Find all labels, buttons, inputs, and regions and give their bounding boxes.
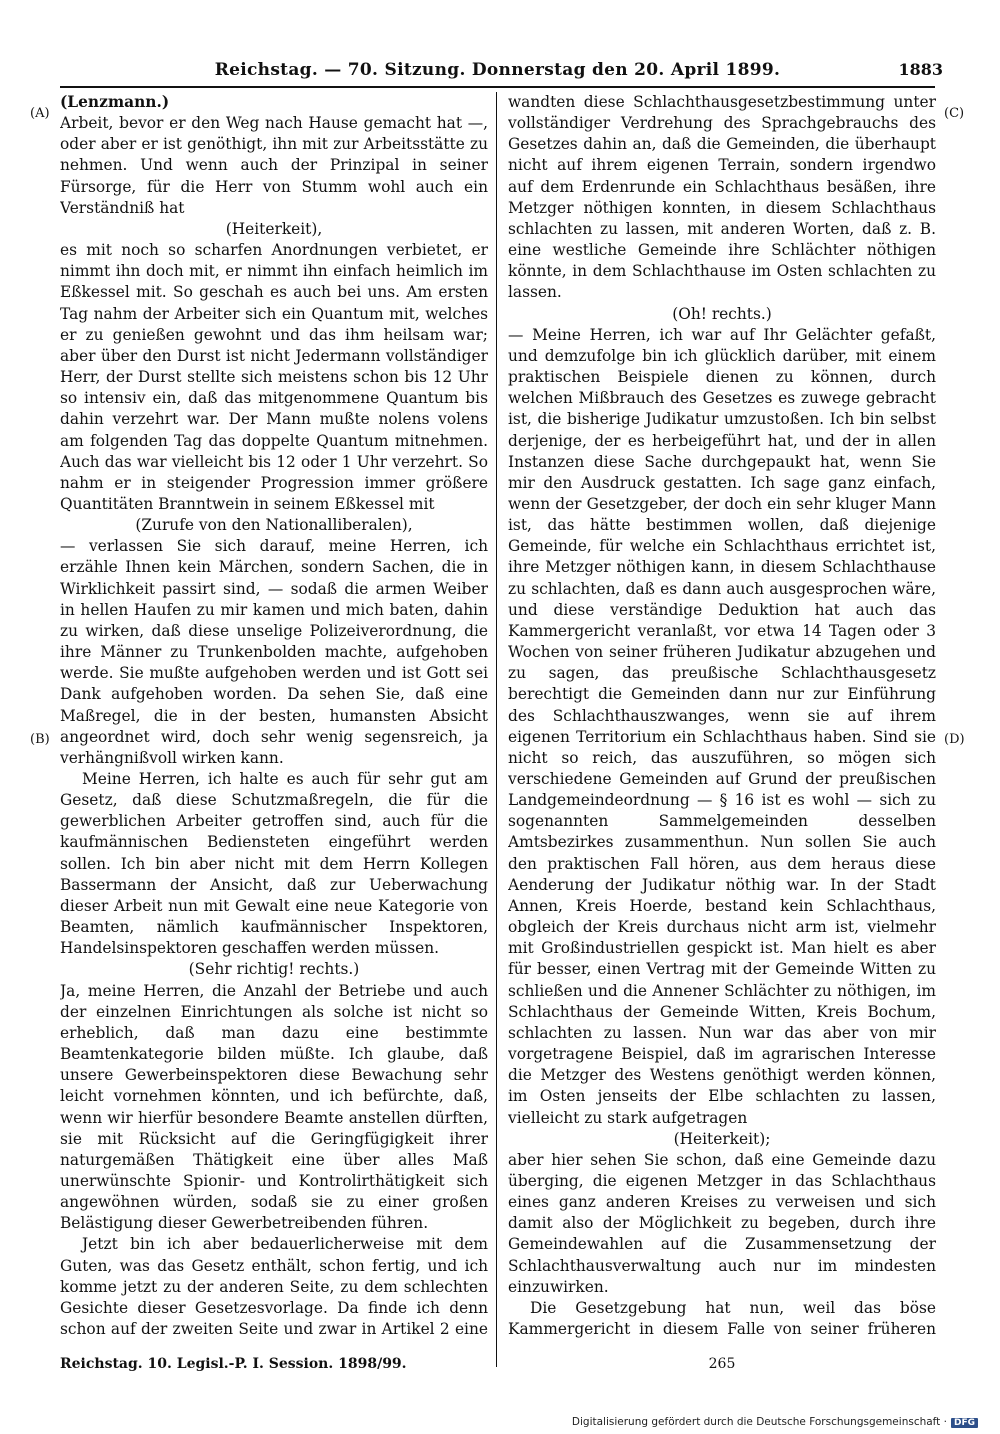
footer-signature: 265 xyxy=(708,1356,736,1372)
left-column xyxy=(60,92,488,1342)
dfg-credit xyxy=(572,1416,978,1428)
paragraph: Arbeit, bevor er den Weg nach Hause gemacht hat —, oder aber er ist genöthigt, ihn mit zur Arbeitsstätte zu nehmen. Und wenn auch der Prinzipal in seiner Fürsorge, für die Herr von Stumm wohl auch ein Verständniß hat xyxy=(60,114,488,217)
page-number: 1883 xyxy=(898,60,943,79)
margin-marker-b: (B) xyxy=(30,732,50,747)
column-divider xyxy=(496,92,497,1367)
page-header xyxy=(60,58,943,88)
margin-marker-a: (A) xyxy=(30,106,50,121)
paragraph: es mit noch so scharfen Anordnungen verbietet, er nimmt ihn doch mit, er nimmt ihn einfach heimlich im Eßkessel mit. So geschah es auch bei uns. Am ersten Tag nahm der Arbeiter sich ein Quantum mit, welches er zu genießen gewohnt und das ihm heilsam war; aber über den Durst ist nicht Jedermann vollständiger Herr, der Durst stellte sich meistens schon bis 12 Uhr so intensiv ein, daß das mitgenommene Quantum bis dahin verzehrt war. Der Mann mußte nolens volens am folgenden Tag das doppelte Quantum mitnehmen. Auch das war vielleicht bis 12 oder 1 Uhr verzehrt. So nahm er in steigender Progression immer größere Quantitäten Branntwein in seinem Eßkessel mit xyxy=(60,241,488,513)
interjection: (Heiterkeit), xyxy=(225,219,323,238)
paragraph: — verlassen Sie sich darauf, meine Herren, ich erzähle Ihnen kein Märchen, sondern Sachen, die in Wirklichkeit passirt sind, — sodaß die armen Weiber in hellen Haufen zu mir kamen und mich baten, dahin zu wirken, daß diese unselige Polizeiverordnung, die ihre Männer zu Trunkenbolden machte, aufgehoben werde. Sie mußte aufgehoben werden und ist Gott sei Dank aufgehoben worden. Da sehen Sie, daß eine Maßregel, die in der besten, humansten Absicht angeordnet wird, doch sehr wenig segensreich, ja verhängnißvoll wirken kann. xyxy=(60,537,488,767)
dfg-credit-text: Digitalisierung gefördert durch die Deutsche Forschungsgemeinschaft · xyxy=(571,1416,947,1428)
right-column xyxy=(508,92,936,1342)
interjection: (Heiterkeit); xyxy=(673,1129,771,1148)
dfg-logo-icon: DFG xyxy=(951,1418,978,1428)
interjection: (Oh! rechts.) xyxy=(672,304,772,323)
paragraph: Meine Herren, ich halte es auch für sehr gut am Gesetz, daß diese Schutzmaßregeln, die für die gewerblichen Arbeiter getroffen sind, auch für die kaufmännischen Bediensteten eingeführt werden sollen. Ich bin aber nicht mit dem Herrn Kollegen Bassermann der Ansicht, daß zur Ueberwachung dieser Arbeit nun mit Gewalt eine neue Kategorie von Beamten, nämlich kaufmännischer Inspektoren, Handelsinspektoren geschaffen werden müssen. xyxy=(60,770,488,958)
paragraph: — Meine Herren, ich war auf Ihr Gelächter gefaßt, und demzufolge bin ich glücklich darüber, mit einem praktischen Beispiele dienen zu können, durch welchen Mißbrauch des Gesetzes es zuwege gebracht ist, die bisherige Judikatur umzustoßen. Ich bin selbst derjenige, der es herbeigeführt hat, und der in allen Instanzen diese Sache durchgepaukt hat, wenn Sie mir den Ausdruck gestatten. Ich sage ganz einfach, wenn der Gesetzgeber, der doch ein sehr kluger Mann ist, das hätte bestimmen wollen, daß diejenige Gemeinde, für welche ein Schlachthaus errichtet ist, ihre Metzger nöthigen kann, in diesem Schlachthause zu schlachten, daß es dann auch ausgesprochen wäre, und diese verständige Deduktion hat auch das Kammergericht veranlaßt, vor etwa 14 Tagen oder 3 Wochen von seiner früheren Judikatur abzugehen und zu sagen, das preußische Schlachthausgesetz berechtigt die Gemeinden dann nur zur Einführung des Schlachthauszwanges, wenn sie auf ihrem eigenen Territorium ein Schlachthaus haben. Sind sie nicht so reich, das auszuführen, so mögen sich verschiedene Gemeinden auf Grund der preußischen Landgemeindeordnung — § 16 ist es wohl — sich zu sogenannten Sammelgemeinden desselben Amtsbezirkes zusammenthun. Nun sollen Sie auch den praktischen Fall hören, aus dem heraus diese Aenderung der Judikatur nöthig war. In der Stadt Annen, Kreis Hoerde, bestand kein Schlachthaus, obgleich der Kreis durchaus nicht arm ist, vielmehr mit Großindustriellen gespickt ist. Man hielt es aber für besser, einen Vertrag mit der Gemeinde Witten zu schließen und die Annener Schlächter zu nöthigen, im Schlachthaus der Gemeinde Witten, Kreis Bochum, schlachten zu lassen. Nun war das aber von mir vorgetragene Beispiel, daß im agrarischen Interesse die Metzger des Westens genöthigt werden können, im Osten jenseits der Elbe schlachten zu lassen, vielleicht zu stark aufgetragen xyxy=(508,325,936,1127)
margin-marker-d: (D) xyxy=(944,732,965,747)
paragraph: Jetzt bin ich aber bedauerlicherweise mit dem Guten, was das Gesetz enthält, schon fertig, und ich komme jetzt zu der anderen Seite, zu dem schlechten Gesichte dieser Gesetzesvorlage. Da finde ich denn schon auf der zweiten Seite und zwar in Artikel 2 eine xyxy=(60,1235,488,1339)
margin-marker-c: (C) xyxy=(944,106,965,121)
interjection: (Sehr richtig! rechts.) xyxy=(188,960,360,979)
interjection: (Zurufe von den Nationalliberalen), xyxy=(135,516,413,535)
paragraph: Die Gesetzgebung hat nun, weil das böse Kammergericht in diesem Falle von seiner früheren xyxy=(508,1298,936,1339)
header-title: Reichstag. — 70. Sitzung. Donnerstag den 20. April 1899. xyxy=(214,60,781,80)
speaker-name: (Lenzmann.) xyxy=(60,93,170,111)
paragraph: aber hier sehen Sie schon, daß eine Gemeinde dazu überging, die eigenen Metzger in das Schlachthaus eines ganz anderen Kreises zu verweisen und sich damit also der Möglichkeit zu begeben, durch ihre Gemeindewahlen auf die Zusammensetzung der Schlachthausverwaltung auch nur im mindesten einzuwirken. xyxy=(508,1150,936,1296)
paragraph: Ja, meine Herren, die Anzahl der Betriebe und auch der einzelnen Einrichtungen als solche ist nicht so erheblich, daß man dazu eine bestimmte Beamtenkategorie bilden müßte. Ich glaube, daß unsere Gewerbeinspektoren diese Bewachung sehr leicht vornehmen könnten, und ich befürchte, daß, wenn wir hierfür besondere Beamte anstellen dürften, sie mit Rücksicht auf die Geringfügigkeit ihrer naturgemäßen Thätigkeit eine über alles Maß unerwünschte Spionir- und Kontrolirthätigkeit sich angewöhnen würden, sodaß sie zu einer großen Belästigung dieser Gewerbetreibenden führen. xyxy=(60,981,488,1233)
footer-session-info: Reichstag. 10. Legisl.-P. I. Session. 1898/99. xyxy=(60,1356,407,1372)
paragraph: wandten diese Schlachthausgesetzbestimmung unter vollständiger Verdrehung des Sprachgebrauchs des Gesetzes dahin an, daß die Gemeinden, die überhaupt nicht auf ihrem eigenen Terrain, sondern irgendwo auf dem Erdenrunde ein Schlachthaus besäßen, ihre Metzger nöthigen konnten, in diesem Schlachthaus schlachten zu lassen, mit anderen Worten, daß z. B. eine westliche Gemeinde ihre Schlächter nöthigen könnte, in dem Schlachthause im Osten schlachten zu lassen. xyxy=(508,93,936,302)
